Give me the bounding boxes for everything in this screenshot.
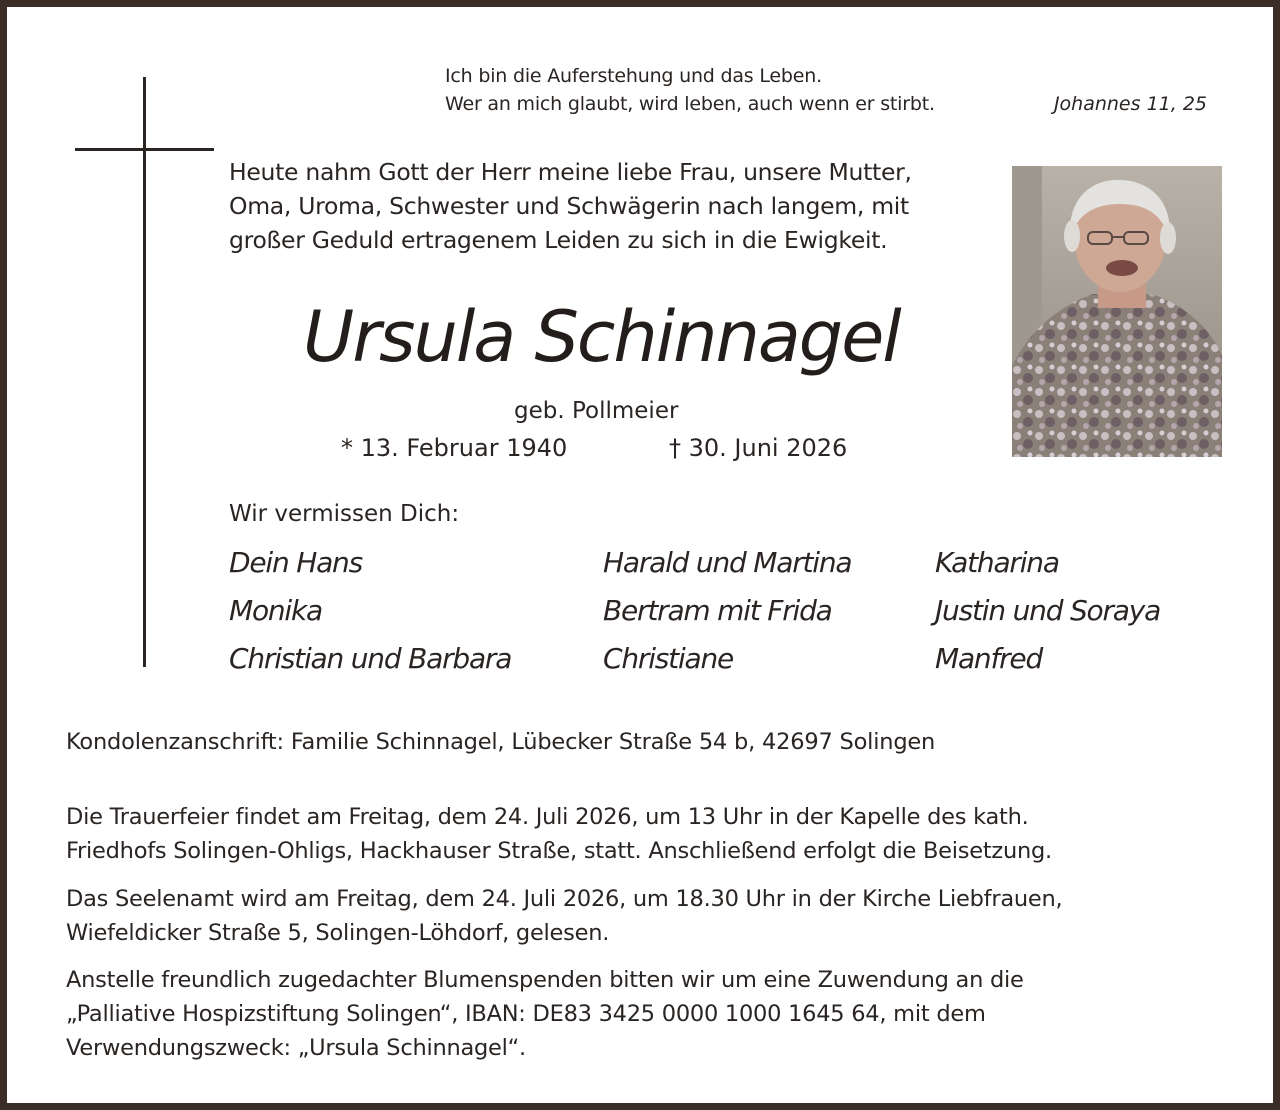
birth-date: * 13. Februar 1940: [341, 434, 568, 462]
mourner-entry: Bertram mit Frida: [603, 594, 832, 627]
mourner-entry: Christiane: [603, 642, 734, 675]
donation-line-1: Anstelle freundlich zugedachter Blumenspenden bitten wir um eine Zuwendung an die: [66, 967, 1024, 993]
funeral-info: [66, 800, 1052, 868]
bible-verse-line-2: Wer an mich glaubt, wird leben, auch wenn er stirbt.: [445, 93, 935, 115]
donation-line-2: „Palliative Hospizstiftung Solingen“, IBAN: DE83 3425 0000 1000 1645 64, mit dem: [66, 1001, 986, 1027]
cross-horizontal-bar: [75, 148, 214, 151]
deceased-name: Ursula Schinnagel: [303, 296, 900, 378]
intro-line-2: Oma, Uroma, Schwester und Schwägerin nach langem, mit: [229, 192, 909, 220]
death-date: † 30. Juni 2026: [669, 434, 848, 462]
portrait-photo-image: [1012, 166, 1222, 457]
condolence-address: Kondolenzanschrift: Familie Schinnagel, Lübecker Straße 54 b, 42697 Solingen: [66, 729, 936, 755]
intro-line-3: großer Geduld ertragenem Leiden zu sich in die Ewigkeit.: [229, 226, 888, 254]
funeral-line-2: Friedhofs Solingen-Ohligs, Hackhauser Straße, statt. Anschließend erfolgt die Beisetzung.: [66, 838, 1052, 864]
bible-verse: [445, 62, 935, 118]
mourner-entry: Harald und Martina: [603, 546, 852, 579]
mourner-entry: Dein Hans: [229, 546, 362, 579]
requiem-line-2: Wiefeldicker Straße 5, Solingen-Löhdorf, gelesen.: [66, 920, 610, 946]
mourners-column-3: [935, 539, 1160, 683]
donation-info: [66, 963, 1024, 1065]
bible-verse-line-1: Ich bin die Auferstehung und das Leben.: [445, 65, 822, 87]
requiem-line-1: Das Seelenamt wird am Freitag, dem 24. Juli 2026, um 18.30 Uhr in der Kirche Liebfrauen,: [66, 886, 1063, 912]
mourners-column-2: [603, 539, 851, 683]
mourner-entry: Christian und Barbara: [229, 642, 512, 675]
mourner-entry: Manfred: [935, 642, 1043, 675]
requiem-info: [66, 882, 1062, 950]
mourner-entry: Monika: [229, 594, 322, 627]
mourner-entry: Justin und Soraya: [935, 594, 1161, 627]
mourner-entry: Katharina: [935, 546, 1059, 579]
donation-line-3: Verwendungszweck: „Ursula Schinnagel“.: [66, 1035, 526, 1061]
intro-text: [229, 155, 912, 257]
bible-reference: Johannes 11, 25: [1053, 93, 1207, 115]
mourners-heading: Wir vermissen Dich:: [229, 501, 460, 527]
mourners-column-1: [229, 539, 511, 683]
cross-vertical-bar: [143, 77, 146, 667]
maiden-name: geb. Pollmeier: [514, 398, 679, 424]
intro-line-1: Heute nahm Gott der Herr meine liebe Frau, unsere Mutter,: [229, 158, 912, 186]
funeral-line-1: Die Trauerfeier findet am Freitag, dem 24. Juli 2026, um 13 Uhr in der Kapelle des kath.: [66, 804, 1029, 830]
portrait-photo: [1012, 166, 1222, 457]
